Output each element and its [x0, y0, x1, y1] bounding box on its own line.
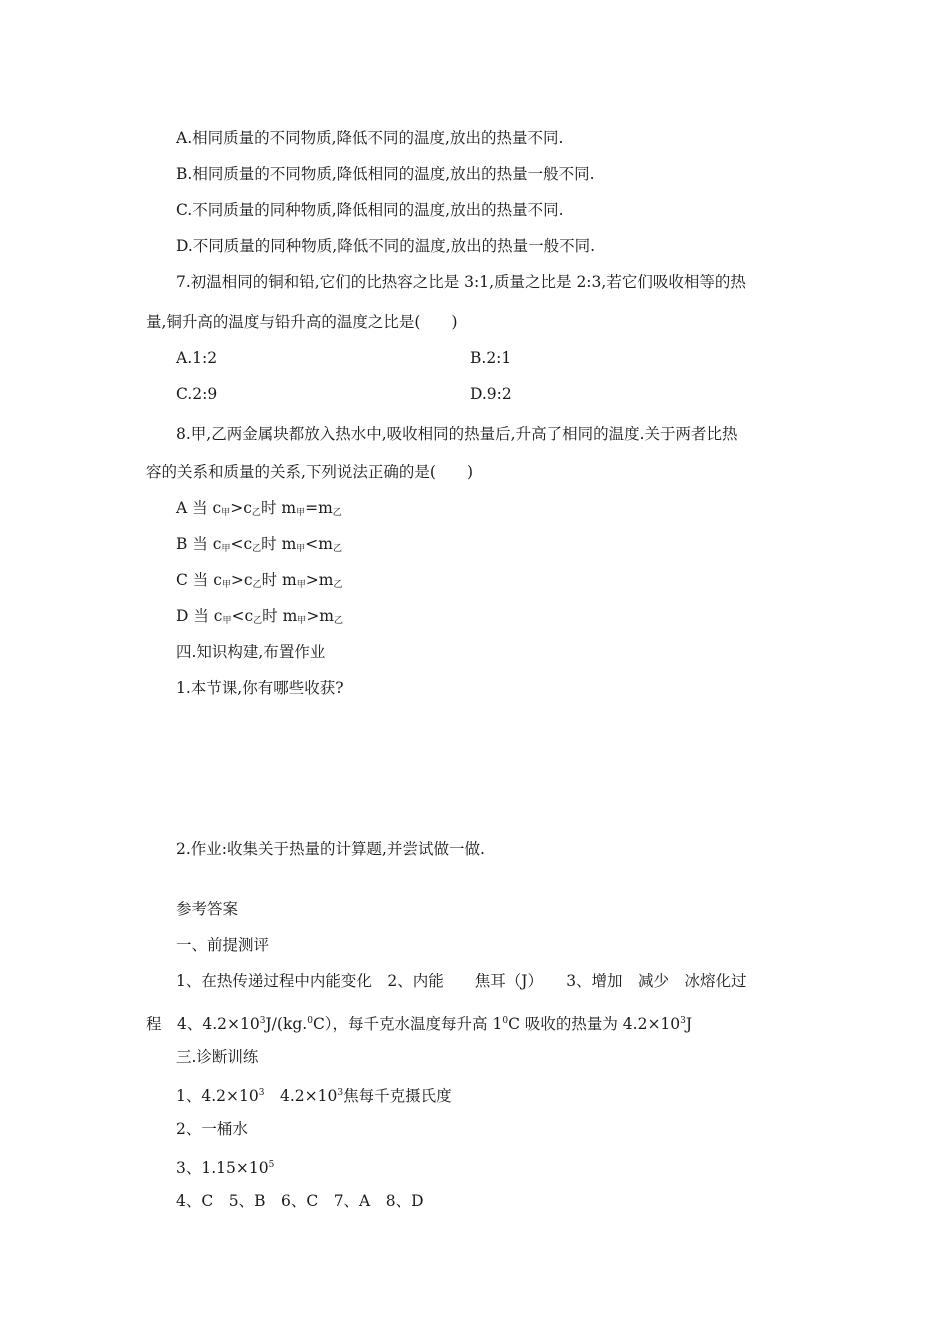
superscript: 0 [307, 1016, 313, 1026]
subscript: 甲 [222, 616, 232, 626]
option-mid: 时 m [261, 571, 297, 589]
q7-option-c: C.2:9 [176, 385, 218, 403]
section4-heading: 四.知识构建,布置作业 [176, 643, 326, 661]
answer-4: 4、C 5、B 6、C 7、A 8、D [176, 1192, 424, 1210]
text-run: 程 4、4.2×10 [146, 1015, 260, 1033]
superscript: 0 [502, 1016, 509, 1026]
section4-item1: 1.本节课,你有哪些收获? [176, 679, 344, 697]
text-run: J/(kg. [265, 1015, 308, 1033]
subscript: 甲 [221, 508, 231, 518]
superscript: 3 [258, 1088, 265, 1098]
option-op: >c [230, 499, 252, 517]
answers-part1-heading: 一、前提测评 [176, 936, 270, 954]
option-mid: 时 m [260, 499, 297, 517]
option-op: >c [230, 571, 253, 589]
q7-option-a: A.1:2 [176, 349, 218, 367]
option-op: <m [305, 535, 333, 553]
q6-option-c: C.不同质量的同种物质,降低相同的温度,放出的热量不同. [176, 201, 564, 219]
answers-part1-line2 [146, 1010, 692, 1035]
superscript: 3 [259, 1016, 266, 1026]
option-op: <c [230, 535, 253, 553]
text-run: 焦每千克摄氏度 [343, 1087, 452, 1105]
q6-option-a: A.相同质量的不同物质,降低不同的温度,放出的热量不同. [176, 129, 564, 147]
q8-option-d [176, 605, 343, 632]
subscript: 乙 [252, 544, 262, 554]
answers-heading: 参考答案 [176, 900, 239, 918]
option-lead: B 当 c [176, 535, 222, 553]
subscript: 乙 [252, 580, 262, 590]
q8-option-b [176, 533, 342, 560]
subscript: 乙 [332, 508, 342, 518]
subscript: 甲 [297, 616, 307, 626]
section4-item2: 2.作业:收集关于热量的计算题,并尝试做一做. [176, 840, 485, 858]
answers-part1-line1: 1、在热传递过程中内能变化 2、内能 焦耳（J） 3、增加 减少 冰熔化过 [176, 972, 747, 990]
subscript: 乙 [251, 508, 261, 518]
superscript: 3 [680, 1016, 686, 1026]
option-op: >m [306, 607, 334, 625]
option-lead: A 当 c [176, 499, 222, 517]
superscript: 5 [268, 1160, 275, 1170]
q6-option-b: B.相同质量的不同物质,降低相同的温度,放出的热量一般不同. [176, 165, 595, 183]
subscript: 甲 [296, 580, 306, 590]
subscript: 甲 [296, 508, 306, 518]
option-op: <c [231, 607, 254, 625]
subscript: 甲 [221, 544, 231, 554]
answers-part3-heading: 三.诊断训练 [176, 1048, 259, 1066]
subscript: 乙 [332, 544, 342, 554]
q8-stem-line1: 8.甲,乙两金属块都放入热水中,吸收相同的热量后,升高了相同的温度.关于两者比热 [176, 425, 738, 443]
subscript: 甲 [221, 580, 231, 590]
option-mid: 时 m [262, 607, 298, 625]
q7-stem-line2: 量,铜升高的温度与铅升高的温度之比是( ) [146, 313, 458, 331]
answer-1 [176, 1082, 452, 1107]
subscript: 甲 [296, 544, 306, 554]
q7-option-d: D.9:2 [470, 385, 512, 403]
q8-option-c [176, 569, 342, 596]
q7-option-b: B.2:1 [470, 349, 512, 367]
subscript: 乙 [253, 616, 263, 626]
answer-2: 2、一桶水 [176, 1120, 248, 1138]
text-run: 1、4.2×10 [176, 1087, 259, 1105]
option-op: >m [305, 571, 334, 589]
q7-stem-line1: 7.初温相同的铜和铅,它们的比热容之比是 3:1,质量之比是 2:3,若它们吸收相等的热 [176, 273, 746, 291]
subscript: 乙 [333, 580, 343, 590]
text-run: 3、1.15×10 [176, 1159, 269, 1177]
option-op: =m [305, 499, 333, 517]
text-run: J [685, 1015, 693, 1033]
q8-stem-line2: 容的关系和质量的关系,下列说法正确的是( ) [146, 463, 474, 481]
option-lead: D 当 c [176, 607, 223, 625]
text-run: C），每千克水温度每升高 1 [312, 1015, 503, 1033]
text-run: C 吸收的热量为 4.2×10 [508, 1015, 681, 1033]
q8-option-a [176, 497, 342, 524]
subscript: 乙 [334, 616, 344, 626]
answer-3 [176, 1154, 274, 1179]
option-mid: 时 m [261, 535, 297, 553]
text-run: 4.2×10 [264, 1087, 338, 1105]
q6-option-d: D.不同质量的同种物质,降低不同的温度,放出的热量一般不同. [176, 237, 596, 255]
option-lead: C 当 c [176, 571, 222, 589]
superscript: 3 [337, 1088, 344, 1098]
